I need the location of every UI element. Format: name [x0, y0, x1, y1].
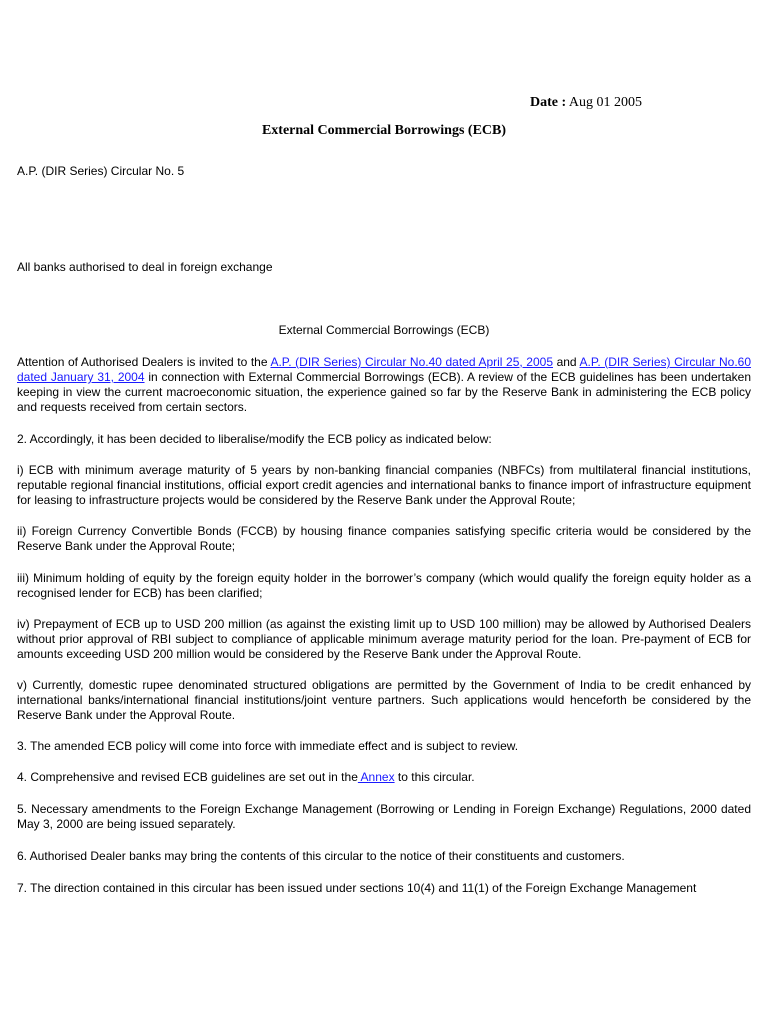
intro-suffix: in connection with External Commercial Borrowings (ECB). A review of the ECB guidelines has been undertaken keeping in view the current macroeconomic situation, the experience gained so far by the Reserve Bank in administering the ECB policy and requests received from certain sectors. — [17, 370, 751, 414]
item-ii: ii) Foreign Currency Convertible Bonds (FCCB) by housing finance companies satisfying specific criteria would be considered by the Reserve Bank under the Approval Route; — [17, 524, 751, 553]
intro-paragraph — [17, 355, 751, 415]
intro-middle: and — [553, 355, 580, 369]
intro-prefix: Attention of Authorised Dealers is invited to the — [17, 355, 271, 369]
subject-heading: External Commercial Borrowings (ECB) — [278, 323, 490, 337]
paragraph-2: 2. Accordingly, it has been decided to liberalise/modify the ECB policy as indicated below: — [17, 432, 492, 446]
paragraph-4 — [17, 770, 751, 785]
paragraph-3: 3. The amended ECB policy will come into force with immediate effect and is subject to review. — [17, 739, 519, 753]
paragraph-5: 5. Necessary amendments to the Foreign Exchange Management (Borrowing or Lending in Foreign Exchange) Regulations, 2000 dated May 3, 2000 are being issued separately. — [17, 802, 751, 831]
annex-link[interactable]: Annex — [357, 770, 395, 784]
circular-60-link[interactable]: A.P. (DIR Series) Circular No.60 dated January 31, 2004 — [17, 355, 752, 384]
page-title: External Commercial Borrowings (ECB) — [261, 123, 507, 138]
circular-40-link[interactable]: A.P. (DIR Series) Circular No.40 dated April 25, 2005 — [270, 355, 553, 369]
item-iv: iv) Prepayment of ECB up to USD 200 million (as against the existing limit up to USD 100 million) may be allowed by Authorised Dealers without prior approval of RBI subject to compliance of applicable minimum average maturity period for the loan. Pre-payment of ECB for amounts exceeding USD 200 million would be considered by the Reserve Bank under the Approval Route. — [17, 617, 751, 661]
circular-number: A.P. (DIR Series) Circular No. 5 — [17, 164, 185, 178]
item-i: i) ECB with minimum average maturity of 5 years by non-banking financial companies (NBFCs) from multilateral financial institutions, reputable regional financial institutions, official export credit agencies and international banks to finance import of infrastructure equipment for leasing to infrastructure projects would be considered by the Reserve Bank under the Approval Route; — [17, 463, 751, 507]
addressee: All banks authorised to deal in foreign exchange — [17, 260, 273, 274]
date-label: Date : — [530, 95, 567, 110]
item-v: v) Currently, domestic rupee denominated structured obligations are permitted by the Government of India to be credit enhanced by international banks/international financial institutions/joint venture partners. Such applications would henceforth be considered by the Reserve Bank under the Approval Route. — [17, 678, 751, 722]
para4-prefix: 4. Comprehensive and revised ECB guidelines are set out in the — [17, 770, 358, 784]
paragraph-6: 6. Authorised Dealer banks may bring the contents of this circular to the notice of their constituents and customers. — [17, 849, 625, 863]
item-iii: iii) Minimum holding of equity by the foreign equity holder in the borrower’s company (which would qualify the foreign equity holder as a recognised lender for ECB) has been clarified; — [17, 571, 751, 600]
date-line — [530, 95, 642, 111]
paragraph-7: 7. The direction contained in this circular has been issued under sections 10(4) and 11(1) of the Foreign Exchange Management — [17, 881, 697, 895]
para4-suffix: to this circular. — [394, 770, 475, 784]
date-value: Aug 01 2005 — [568, 95, 643, 110]
